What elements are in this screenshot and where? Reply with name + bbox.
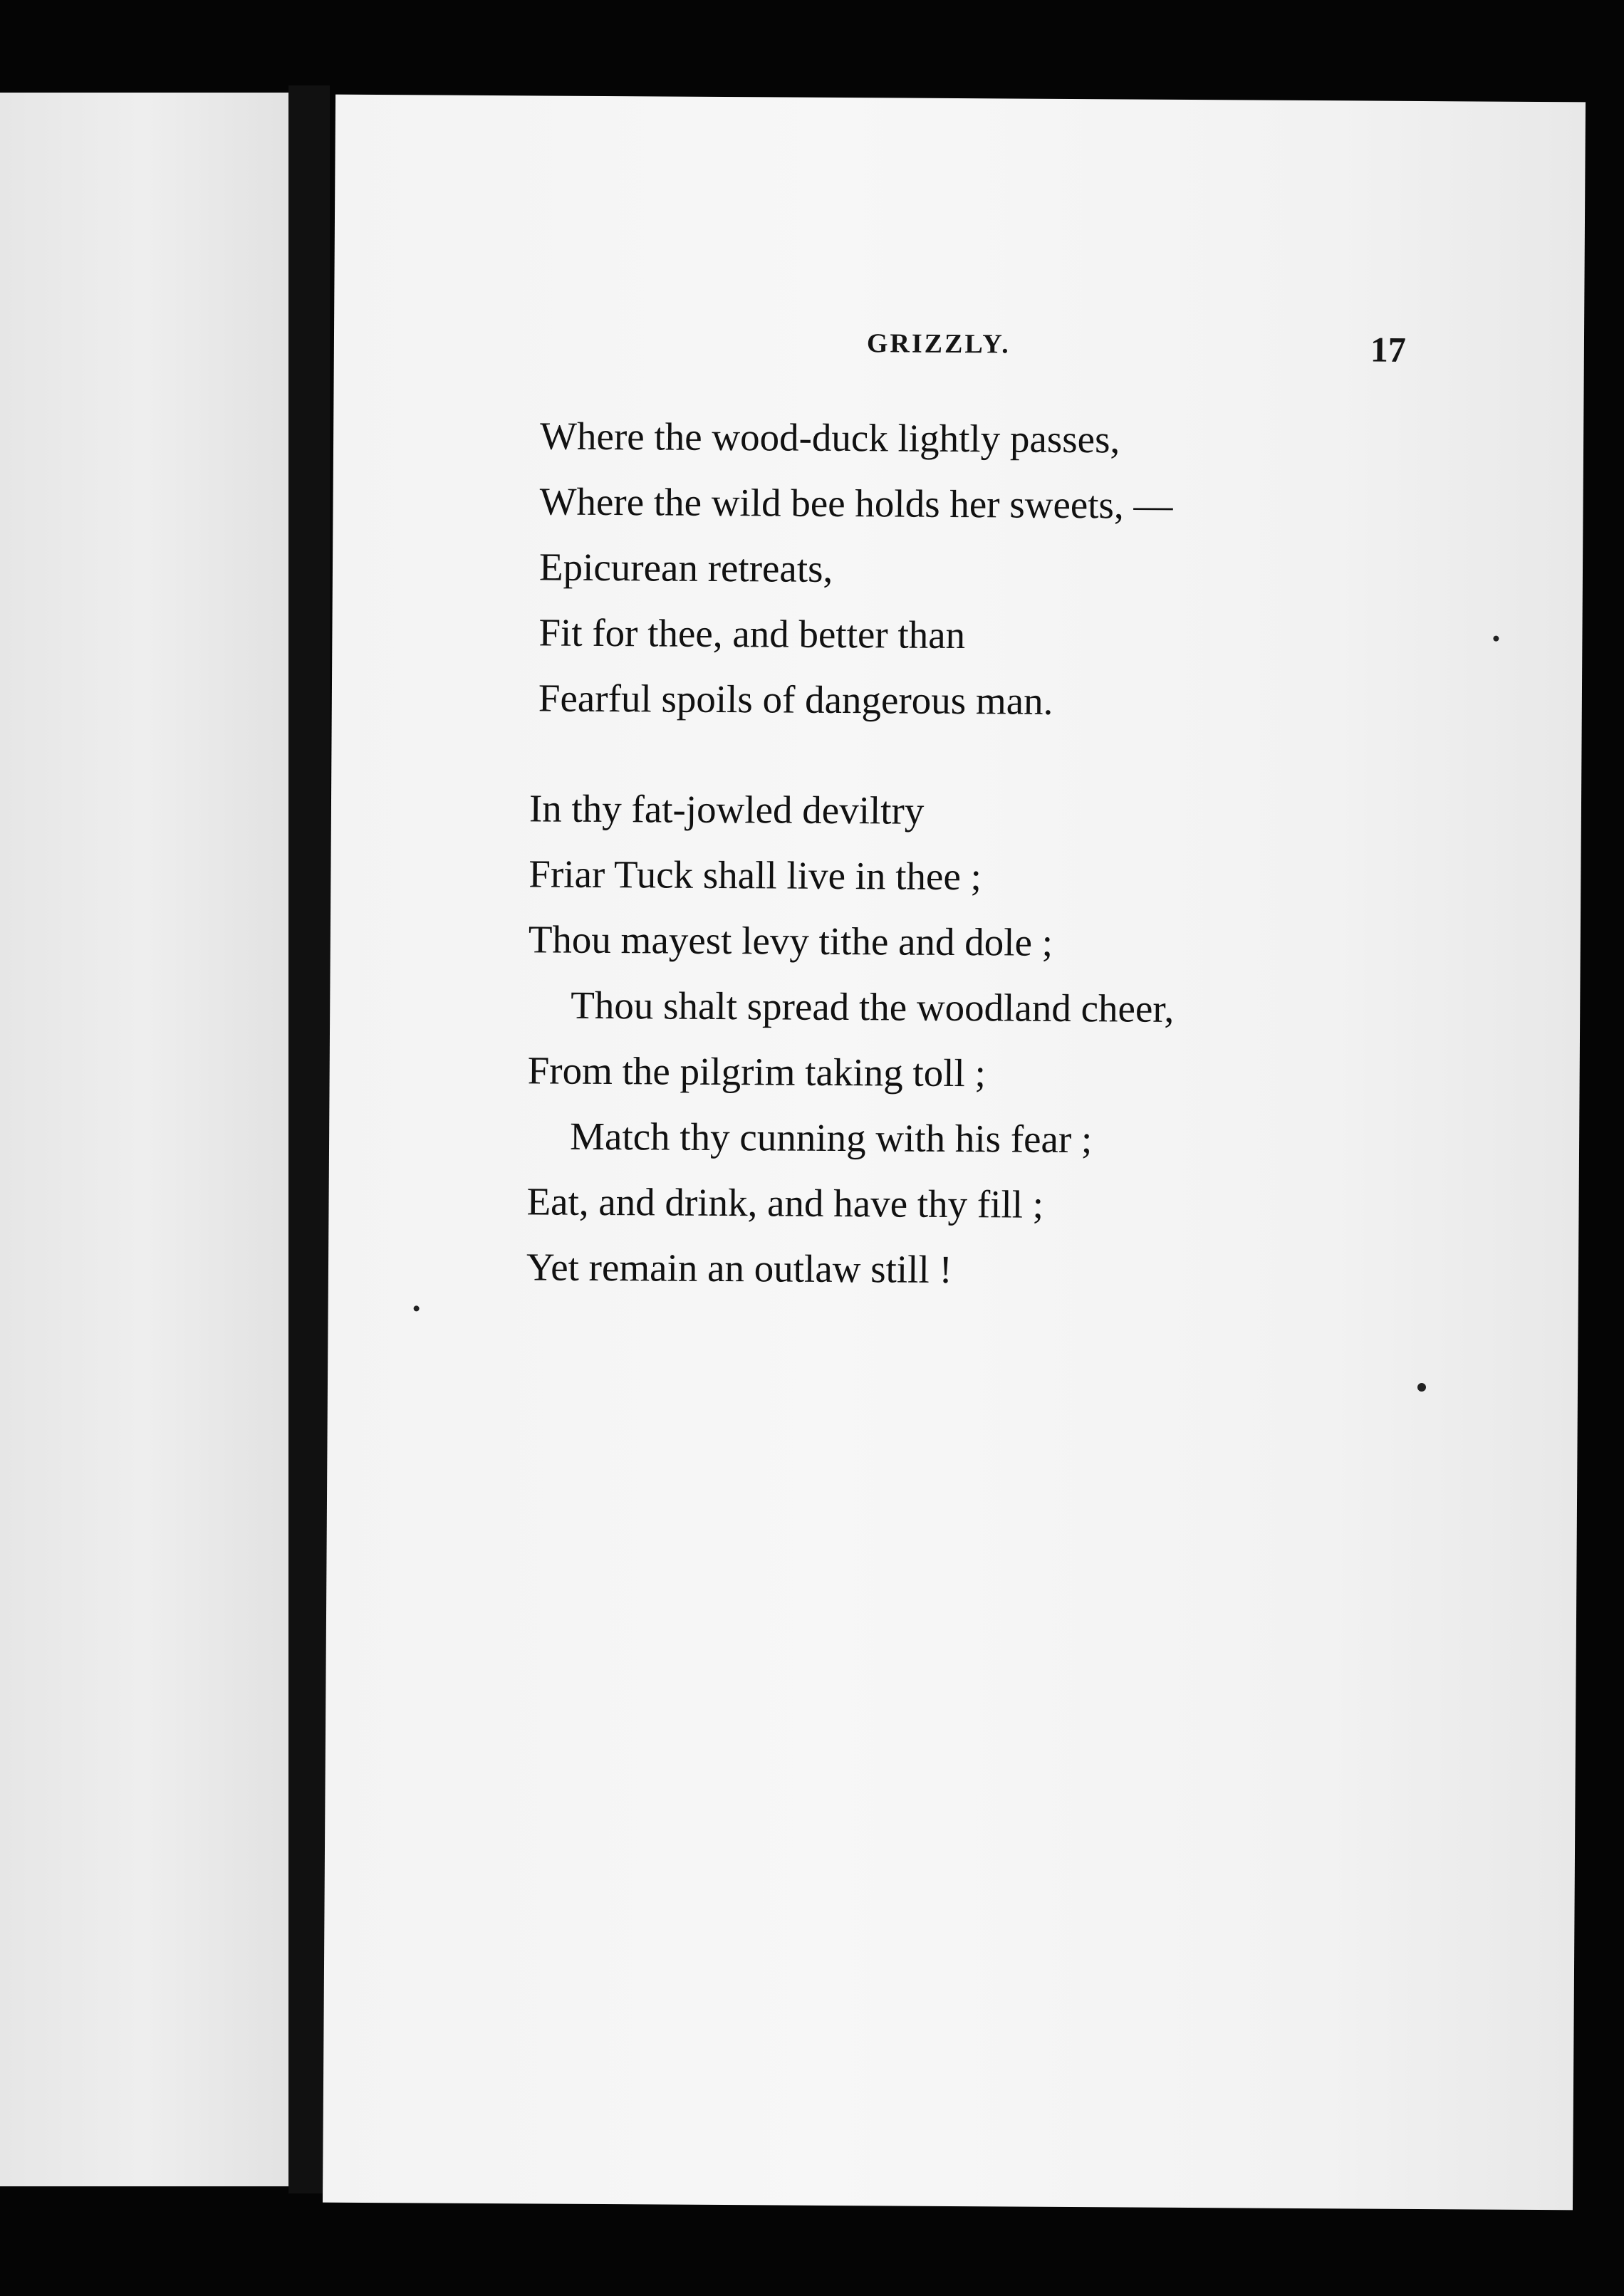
poem-line: Match thy cunning with his fear ;	[569, 1114, 1093, 1162]
running-head: GRIZZLY.	[866, 328, 1011, 360]
ink-speck	[414, 1305, 420, 1311]
poem-line: Thou shalt spread the woodland cheer,	[571, 983, 1175, 1030]
poem-line: Thou mayest levy tithe and dole ;	[528, 917, 1053, 964]
poem-line: From the pilgrim taking toll ;	[527, 1048, 987, 1095]
page-number: 17	[1370, 329, 1407, 370]
stanza-2	[526, 776, 1175, 1304]
facing-page-left	[0, 93, 288, 2186]
poem-line: Yet remain an outlaw still !	[526, 1245, 952, 1291]
poem-line: Epicurean retreats,	[538, 545, 833, 590]
poem-line: Fit for thee, and better than	[538, 610, 966, 657]
poem-line: Eat, and drink, and have thy fill ;	[526, 1179, 1044, 1226]
poem-line: Fearful spoils of dangerous man.	[538, 676, 1053, 723]
poem-line: Where the wild bee holds her sweets, —	[539, 479, 1173, 527]
ink-speck	[1493, 636, 1499, 642]
book-page	[323, 95, 1586, 2211]
book-gutter	[288, 85, 330, 2193]
poem-line: In thy fat-jowled deviltry	[529, 786, 925, 833]
poem-line: Where the wood-duck lightly passes,	[539, 414, 1120, 461]
stanza-1	[538, 403, 1174, 734]
poem-line: Friar Tuck shall live in thee ;	[529, 852, 982, 899]
ink-speck	[1417, 1383, 1426, 1392]
